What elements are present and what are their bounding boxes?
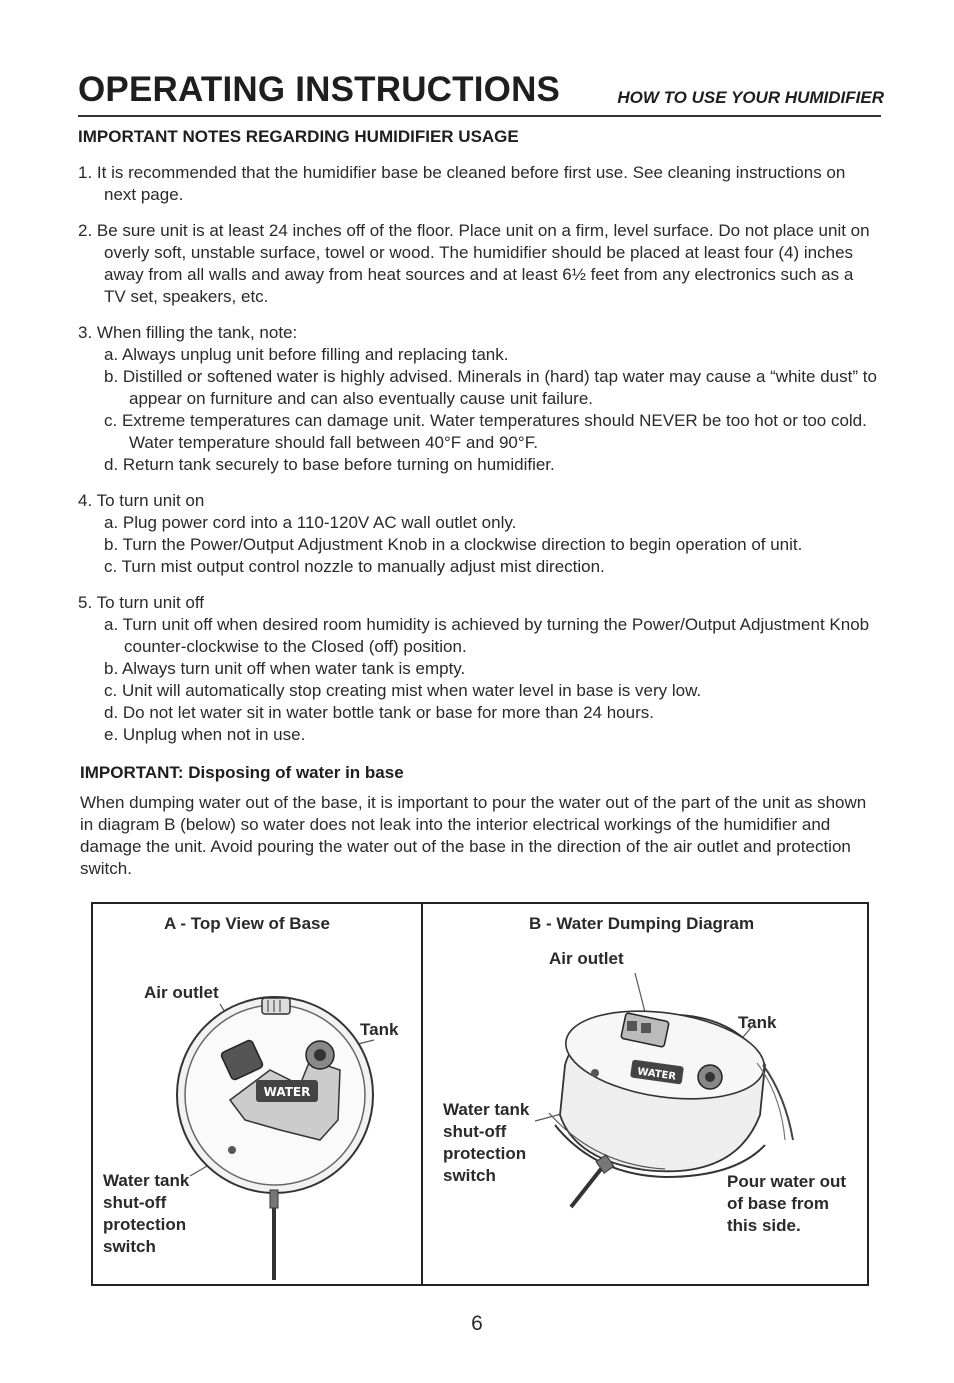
page-number: 6	[471, 1312, 483, 1335]
note-text: 3. When filling the tank, note:	[78, 323, 298, 342]
label-line: Water tank	[443, 1100, 530, 1119]
diagram-b-title: B - Water Dumping Diagram	[529, 914, 755, 933]
note-subitem: e. Unplug when not in use.	[104, 725, 306, 744]
note-text: 2. Be sure unit is at least 24 inches off of the floor. Place unit on a firm, level surface. Do not place unit on overly soft, unstable surface, towel or wood. The humidifier should be placed at least four (4) inches away from all walls and away from heat sources and at least 6½ feet from any electronics such as a TV set, speakers, etc.	[78, 221, 870, 306]
note-subitem: a. Turn unit off when desired room humidity is achieved by turning the Power/Output Adjustment Knob counter-clockwise to the Closed (off) position.	[104, 615, 870, 656]
note-item-3	[78, 322, 878, 476]
page-subtitle: HOW TO USE YOUR HUMIDIFIER	[617, 88, 884, 107]
notes-list	[78, 162, 878, 760]
diagram-a-tank-label: Tank	[360, 1020, 399, 1039]
note-item-1	[78, 162, 878, 206]
note-item-2	[78, 220, 878, 308]
note-subitem: d. Return tank securely to base before turning on humidifier.	[104, 455, 555, 474]
note-text: 5. To turn unit off	[78, 593, 205, 612]
diagram-b-switch-label	[443, 1099, 529, 1187]
page-title: OPERATING INSTRUCTIONS	[78, 70, 561, 109]
diagram-a-title: A - Top View of Base	[164, 914, 330, 933]
label-line: shut-off	[443, 1122, 507, 1141]
humidifier-base-tilted-view	[535, 965, 815, 1210]
label-line: Pour water out	[727, 1172, 847, 1191]
label-line: protection	[443, 1144, 527, 1163]
note-item-4	[78, 490, 878, 578]
note-text: 1. It is recommended that the humidifier base be cleaned before first use. See cleaning instructions on next page.	[78, 163, 846, 204]
humidifier-base-top-view	[160, 990, 410, 1285]
header-rule	[78, 115, 881, 117]
diagram-a-air-outlet-label: Air outlet	[144, 983, 219, 1002]
note-item-5	[78, 592, 878, 746]
note-subitem: c. Extreme temperatures can damage unit. Water temperatures should NEVER be too hot or too cold. Water temperature should fall between 40°F and 90°F.	[104, 411, 867, 452]
note-subitem: b. Always turn unit off when water tank is empty.	[104, 659, 466, 678]
diagram-b-air-outlet-label: Air outlet	[549, 949, 624, 968]
note-subitem: b. Turn the Power/Output Adjustment Knob in a clockwise direction to begin operation of unit.	[104, 535, 803, 554]
label-line: protection	[103, 1215, 187, 1234]
label-line: Water tank	[103, 1171, 190, 1190]
label-line: switch	[103, 1237, 156, 1256]
important-title: IMPORTANT: Disposing of water in base	[80, 763, 404, 782]
note-subitem: c. Turn mist output control nozzle to manually adjust mist direction.	[104, 557, 605, 576]
note-subitem: a. Plug power cord into a 110-120V AC wall outlet only.	[104, 513, 517, 532]
water-logo-text: WATER	[636, 1066, 677, 1083]
note-subitem: a. Always unplug unit before filling and replacing tank.	[104, 345, 509, 364]
water-logo-text: WATER	[263, 1085, 311, 1099]
note-subitem: d. Do not let water sit in water bottle tank or base for more than 24 hours.	[104, 703, 654, 722]
notes-heading: IMPORTANT NOTES REGARDING HUMIDIFIER USAGE	[78, 127, 519, 146]
label-line: switch	[443, 1166, 496, 1185]
important-body: When dumping water out of the base, it is important to pour the water out of the part of the unit as shown in diagram B (below) so water does not leak into the interior electrical workings of the humidifier and damage the unit. Avoid pouring the water out of the base in the direction of the air outlet and protection switch.	[80, 793, 867, 878]
diagram-b-tank-label: Tank	[738, 1013, 777, 1032]
note-subitem: b. Distilled or softened water is highly advised. Minerals in (hard) tap water may cause a “white dust” to appear on furniture and can also eventually cause unit failure.	[104, 367, 877, 408]
label-line: shut-off	[103, 1193, 167, 1212]
label-line: of base from	[727, 1194, 830, 1213]
label-line: this side.	[727, 1216, 801, 1235]
note-text: 4. To turn unit on	[78, 491, 205, 510]
diagram-divider	[421, 902, 423, 1286]
note-subitem: c. Unit will automatically stop creating mist when water level in base is very low.	[104, 681, 702, 700]
